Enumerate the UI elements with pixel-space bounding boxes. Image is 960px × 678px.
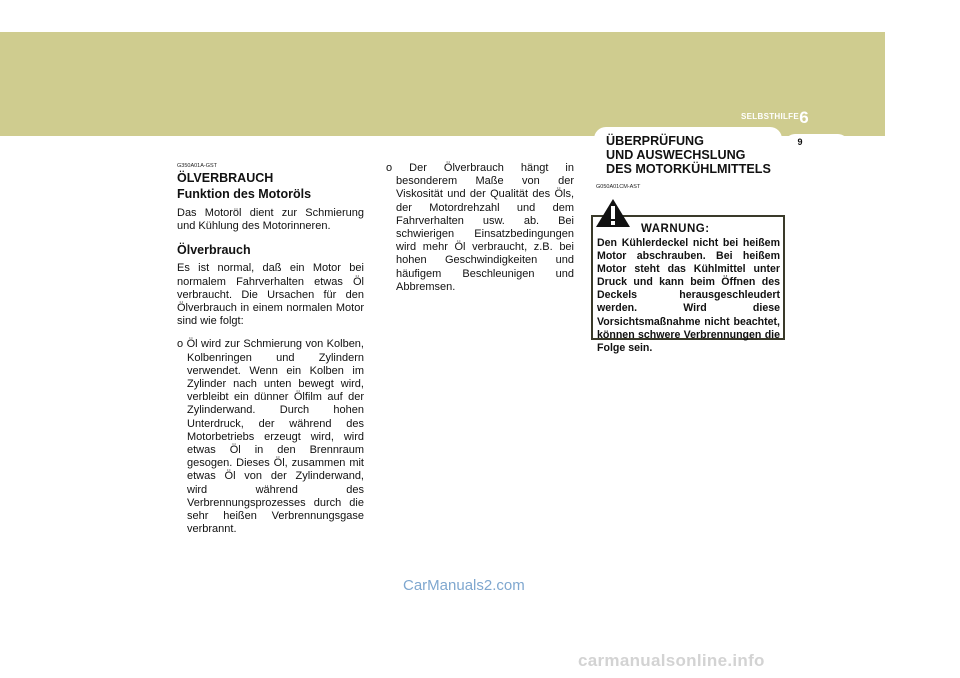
warning-code: G050A01CM-AST (596, 184, 641, 190)
warning-title: WARNUNG: (641, 223, 710, 235)
left-column (177, 163, 364, 536)
chapter-label: SELBSTHILFE (741, 112, 799, 121)
warning-text: Den Kühlerdeckel nicht bei heißem Motor abschrauben. Bei heißem Motor steht das Kühlmittel unter Druck und kann beim Öffnen des Deckels herausgeschleudert werden. Wird diese Vorsichtsmaßnahme nicht beachtet, können schwere Verbrennungen die Folge sein. (597, 237, 780, 354)
section-title: ÖLVERBRAUCH (177, 171, 274, 185)
section-heading-line1: ÜBERPRÜFUNG (606, 134, 704, 148)
body-paragraph: Es ist normal, daß ein Motor bei normalem Fahrverhalten etwas Öl verbraucht. Die Ursachen für den Ölverbrauch in einem normalen Motor sind wie folgt: (177, 262, 364, 328)
section-heading (606, 134, 791, 176)
watermark-carmanualsonline: carmanualsonline.info (578, 651, 765, 670)
middle-column (386, 162, 574, 294)
section-subtitle: Funktion des Motoröls (177, 187, 312, 201)
page-number: 9 (797, 137, 803, 147)
intro-paragraph: Das Motoröl dient zur Schmierung und Kühlung des Motorinneren. (177, 207, 364, 233)
section-heading-line3: DES MOTORKÜHLMITTELS (606, 162, 771, 176)
section-heading-line2: UND AUSWECHSLUNG (606, 148, 746, 162)
section-code: G350A01A-GST (177, 163, 218, 169)
warning-triangle-icon (595, 198, 631, 228)
warning-box (591, 215, 785, 354)
bullet-item: o Öl wird zur Schmierung von Kolben, Kolbenringen und Zylindern verwendet. Wenn ein Kolben im Zylinder nach unten bewegt wird, verbleibt ein dünner Ölfilm auf der Zylinderwand. Durch hohen Unterdruck, der während des Motorbetriebs erzeugt wird, wird etwas Öl in den Brennraum gesogen. Dieses Öl, zusammen mit etwas Öl von der Zylinderwand, wird während des Verbrennungsprozesses durch die sehr heißen Verbrennungsgase verbrannt. (177, 338, 364, 536)
bullet-item: o Der Ölverbrauch hängt in besonderem Maße von der Viskosität und der Qualität des Öls, der Motordrehzahl und dem Fahrverhalten usw. ab. Bei schwierigen Einsatzbedingungen wird mehr Öl verbraucht, z.B. bei hohen Geschwindigkeiten und häufigem Beschleunigen und Abbremsen. (386, 162, 574, 293)
chapter-number: 6 (799, 108, 809, 127)
watermark-carmanuals2: CarManuals2.com (403, 577, 525, 594)
subheading: Ölverbrauch (177, 243, 251, 258)
